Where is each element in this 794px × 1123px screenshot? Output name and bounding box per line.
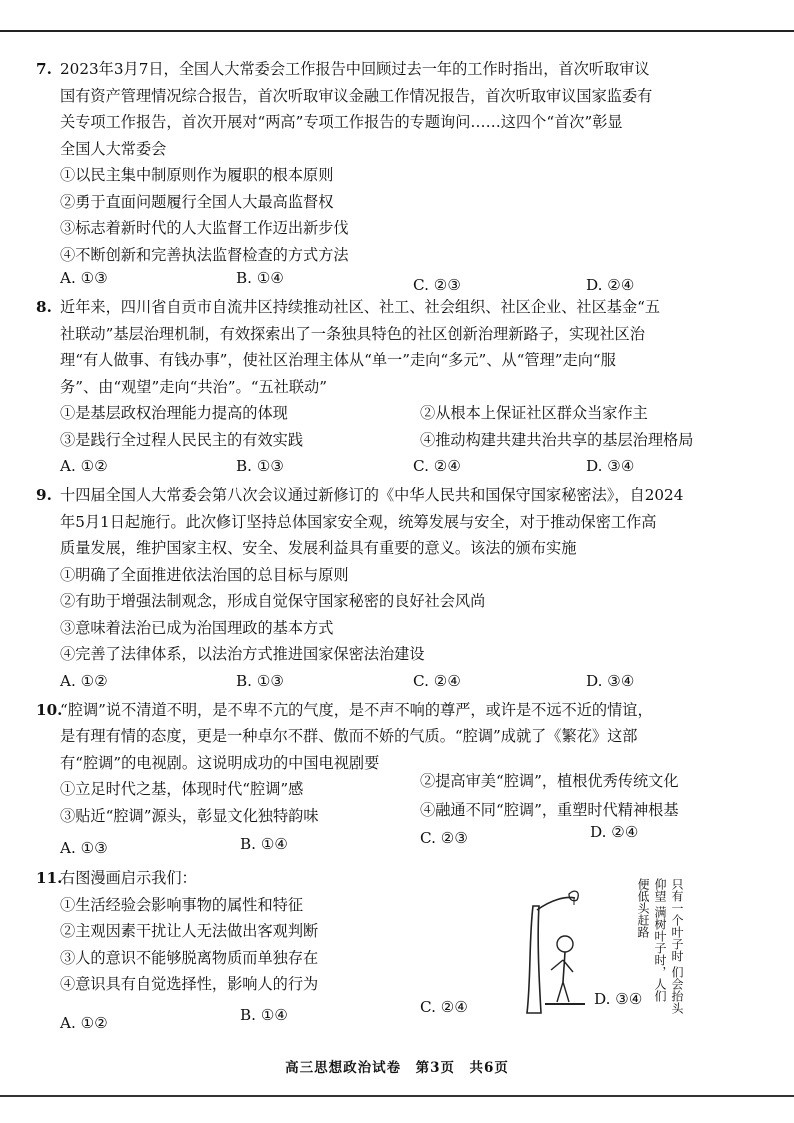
question-8-line-3: 理“有人做事、有钱办事”，使社区治理主体从“单一”走向“多元”、从“管理”走向“服: [60, 351, 616, 369]
answer-b[interactable]: B. ①③: [236, 671, 285, 690]
answer-a[interactable]: A. ①③: [60, 269, 108, 287]
question-8-line-2: 社联动”基层治理机制，有效探索出了一条独具特色的社区创新治理新路子，实现社区治: [60, 324, 645, 343]
option-statement: ②提高审美“腔调”，植根优秀传统文化: [420, 772, 679, 790]
option-statement: ③贴近“腔调”源头，彰显文化独特韵味: [60, 806, 319, 825]
answer-b[interactable]: B. ①③: [236, 457, 285, 475]
top-border: [0, 30, 794, 32]
answer-a[interactable]: A. ①②: [60, 457, 108, 475]
caption-line: 只有一个叶子时: [670, 878, 684, 962]
question-8-line-4: 务”、由“观望”走向“共治”。“五社联动”: [60, 377, 327, 396]
answer-c[interactable]: C. ②③: [413, 276, 461, 294]
stem-text: 十四届全国人大常委会第八次会议通过新修订的《中华人民共和国保守国家秘密法》，自2024: [60, 486, 684, 504]
option-statement: ①明确了全面推进依法治国的总目标与原则: [60, 565, 349, 584]
question-7-line-1: [36, 56, 766, 83]
option-statement: ③人的意识不能够脱离物质而单独存在: [60, 948, 319, 967]
question-8: [36, 294, 766, 479]
option-statement: ②勇于直面问题履行全国人大最高监督权: [60, 192, 334, 211]
answer-c[interactable]: C. ②③: [420, 829, 468, 847]
option-statement: ③意味着法治已成为治国理政的基本方式: [60, 618, 334, 637]
option-statement: ②有助于增强法制观念，形成自觉保守国家秘密的良好社会风尚: [60, 592, 486, 610]
caption-line: 们会抬头仰望: [653, 878, 684, 1014]
option-statement: ④推动构建共建共治共享的基层治理格局: [420, 430, 694, 449]
answer-b[interactable]: B. ①④: [240, 1005, 289, 1024]
question-number: 8.: [36, 298, 52, 316]
caption-line: 满树叶子时，人们: [653, 905, 667, 1002]
option-grid: [36, 400, 766, 453]
question-10: [36, 697, 766, 856]
question-7-line-4: 全国人大常委会: [60, 139, 167, 158]
stem-text: 右图漫画启示我们：: [60, 869, 197, 887]
question-7-line-3: 关专项工作报告，首次开展对“两高”专项工作报告的专题询问……这四个“首次”彰显: [60, 113, 623, 131]
answer-a[interactable]: A. ①③: [60, 839, 108, 857]
answer-d[interactable]: D. ③④: [586, 457, 635, 475]
answer-choices: [60, 668, 766, 694]
cartoon-illustration: [505, 878, 685, 1018]
option-statement: ①是基层政权治理能力提高的体现: [60, 404, 288, 422]
answer-d[interactable]: D. ②④: [586, 276, 635, 294]
option-statement: ①生活经验会影响事物的属性和特征: [60, 895, 303, 914]
answer-d[interactable]: D. ②④: [590, 823, 639, 841]
question-number: 7.: [36, 60, 52, 78]
question-number: 9.: [36, 486, 52, 504]
question-9: [36, 482, 766, 694]
option-statement: ①以民主集中制原则作为履职的根本原则: [60, 166, 334, 184]
bottom-border: [0, 1095, 794, 1097]
option-statement: ③标志着新时代的人大监督工作迈出新步伐: [60, 219, 349, 237]
question-8-line-1: [36, 294, 766, 321]
question-9-line-3: 质量发展，维护国家主权、安全、发展利益具有重要的意义。该法的颁布实施: [60, 539, 577, 557]
stem-text: “腔调”说不清道不明，是不卑不亢的气度，是不声不响的尊严，或许是不远不近的情谊，: [60, 700, 653, 719]
question-7-line-2: 国有资产管理情况综合报告，首次听取审议金融工作情况报告，首次听取审议国家监委有: [60, 86, 653, 105]
answer-b[interactable]: B. ①④: [236, 269, 285, 287]
option-statement: ④不断创新和完善执法监督检查的方式方法: [60, 245, 349, 264]
option-statement: ④融通不同“腔调”，重塑时代精神根基: [420, 800, 679, 819]
option-grid: [36, 772, 766, 829]
option-statement: ③是践行全过程人民民主的有效实践: [60, 430, 303, 449]
option-statement: ②主观因素干扰让人无法做出客观判断: [60, 922, 319, 940]
question-10-line-3: 有“腔调”的电视剧。这说明成功的中国电视剧要: [60, 753, 380, 772]
answer-choices: [60, 453, 766, 479]
question-number: 11.: [36, 869, 63, 887]
option-statement: ②从根本上保证社区群众当家作主: [420, 404, 648, 422]
question-10-line-1: [36, 697, 766, 724]
stem-text: 近年来，四川省自贡市自流井区持续推动社区、社工、社会组织、社区企业、社区基金“五: [60, 298, 661, 316]
answer-d[interactable]: D. ③④: [594, 989, 643, 1008]
answer-a[interactable]: A. ①②: [60, 671, 108, 690]
answer-choices: [60, 268, 766, 294]
stem-text: 2023年3月7日，全国人大常委会工作报告中回顾过去一年的工作时指出，首次听取审议: [60, 60, 650, 78]
answer-c[interactable]: C. ②④: [420, 997, 468, 1016]
question-number: 10.: [36, 700, 63, 719]
caption-line: 便低头赶路: [636, 878, 650, 938]
page-footer: 高三思想政治试卷 第3页 共6页: [285, 1060, 509, 1076]
answer-b[interactable]: B. ①④: [240, 835, 289, 853]
answer-d[interactable]: D. ③④: [586, 671, 635, 690]
question-10-line-2: 是有理有情的态度，更是一种卓尔不群、傲而不娇的气质。“腔调”成就了《繁花》这部: [60, 727, 638, 745]
option-statement: ④意识具有自觉选择性，影响人的行为: [60, 975, 319, 993]
question-9-line-2: 年5月1日起施行。此次修订坚持总体国家安全观，统筹发展与安全，对于推动保密工作高: [60, 512, 657, 531]
answer-a[interactable]: A. ①②: [60, 1013, 108, 1032]
answer-choices: [60, 823, 766, 857]
answer-c[interactable]: C. ②④: [413, 671, 461, 690]
answer-c[interactable]: C. ②④: [413, 457, 461, 475]
question-7: [36, 56, 766, 294]
cartoon-caption: [603, 878, 685, 1016]
question-9-line-1: [36, 482, 766, 509]
option-statement: ①立足时代之基，体现时代“腔调”感: [60, 780, 304, 798]
option-statement: ④完善了法律体系，以法治方式推进国家保密法治建设: [60, 645, 425, 663]
